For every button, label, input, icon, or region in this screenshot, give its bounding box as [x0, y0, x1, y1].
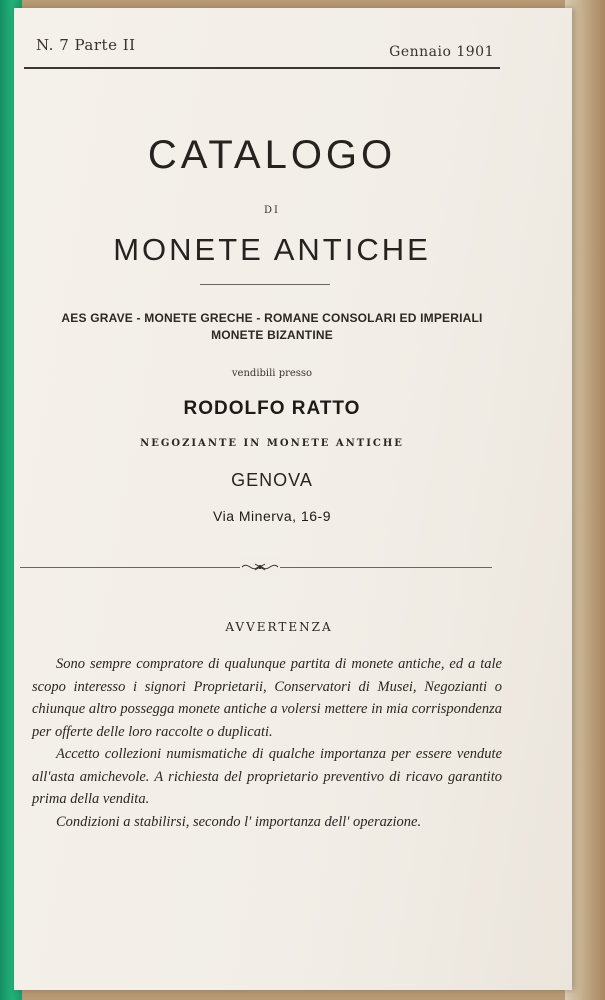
catalog-page — [14, 8, 572, 990]
issue-number: N. 7 Parte II — [36, 36, 136, 54]
subtitle-line-1: AES GRAVE - MONETE GRECHE - ROMANE CONSOLARI ED IMPERIALI — [61, 311, 483, 325]
seller-city: GENOVA — [231, 470, 313, 490]
title-catalogo: CATALOGO — [147, 133, 397, 177]
seller-name: RODOLFO RATTO — [183, 398, 361, 419]
ornament-icon — [240, 557, 280, 577]
issue-date: Gennaio 1901 — [389, 44, 494, 60]
notice-heading: AVVERTENZA — [225, 620, 333, 634]
notice-paragraph: Condizioni a stabilirsi, secondo l' importanza dell' operazione. — [56, 813, 422, 830]
seller-address: Via Minerva, 16-9 — [213, 508, 331, 524]
notice-body — [32, 653, 502, 833]
title-divider — [200, 284, 330, 285]
notice-paragraph: Sono sempre compratore di qualunque partita di monete antiche, ed a tale scopo interesso i signori Proprietarii, Conservatori di Musei, Negozianti o chiunque altro possegga monete antiche a volersi mettere in mia corrispondenza per offerte delle loro raccolte o duplicati. — [32, 656, 502, 740]
notice-paragraph: Accetto collezioni numismatiche di qualche importanza per essere vendute all'asta amichevole. A richiesta del proprietario preventivo di ricavo garantito prima della vendita. — [32, 746, 502, 807]
seller-profession: NEGOZIANTE IN MONETE ANTICHE — [140, 438, 404, 449]
title-connector: DI — [264, 205, 280, 216]
header-divider — [24, 67, 500, 69]
subtitle-block — [14, 310, 530, 344]
title-monete-antiche: MONETE ANTICHE — [113, 232, 431, 267]
subtitle-line-2: MONETE BIZANTINE — [211, 328, 333, 342]
seller-intro: vendibili presso — [231, 368, 313, 379]
